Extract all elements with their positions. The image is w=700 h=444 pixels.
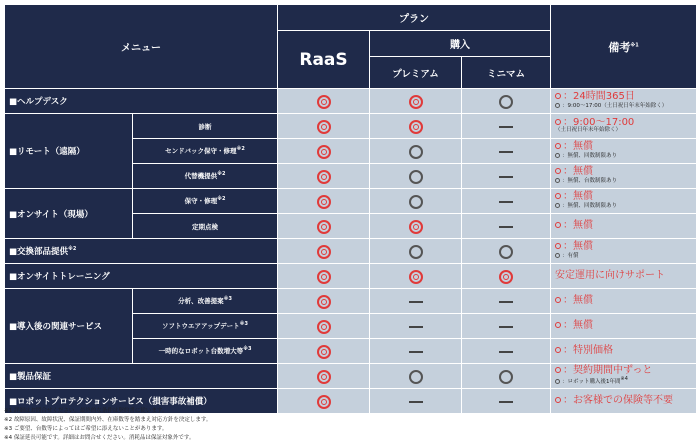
- double-circle-icon: [317, 320, 331, 334]
- dash-icon: [409, 351, 423, 353]
- footnote-1: ※1 詳細はお問合せください。最終的な条件は契約書に従います。: [4, 408, 168, 414]
- circle-icon: [555, 253, 560, 258]
- circle-icon: [555, 178, 560, 183]
- remarks-cell: ：特別価格: [551, 339, 697, 364]
- circle-icon: [555, 103, 560, 108]
- dash-icon: [409, 301, 423, 303]
- sub-temporary: 一時的なロボット台数増大等$^{※3}$: [133, 339, 278, 364]
- double-circle-icon: [317, 295, 331, 309]
- double-circle-icon: [555, 367, 561, 373]
- double-circle-icon: [499, 270, 513, 284]
- dash-icon: [499, 351, 513, 353]
- sub-maintenance: 保守・修理$^{※2}$: [133, 189, 278, 214]
- sub-sendback: センドバック保守・修理$^{※2}$: [133, 139, 278, 164]
- table-row: [5, 289, 697, 314]
- menu-header: メニュー: [5, 5, 278, 89]
- minimum-header: ミニマム: [462, 57, 551, 89]
- double-circle-icon: [317, 95, 331, 109]
- double-circle-icon: [555, 297, 561, 303]
- remarks-cell: ：9:00～17:00 （土日祝日年末年始除く）: [551, 114, 697, 139]
- remarks-cell: ：無償 ：有償: [551, 239, 697, 264]
- dash-icon: [499, 151, 513, 153]
- double-circle-icon: [555, 193, 561, 199]
- circle-icon: [555, 153, 560, 158]
- circle-icon: [409, 195, 423, 209]
- dash-icon: [499, 126, 513, 128]
- double-circle-icon: [317, 345, 331, 359]
- remarks-cell: ：無償 ：無償、台数制限あり: [551, 164, 697, 189]
- plan-header: プラン: [278, 5, 551, 31]
- remarks-header: 備考$^{※1}$: [551, 5, 697, 89]
- double-circle-icon: [317, 395, 331, 409]
- circle-icon: [409, 170, 423, 184]
- dash-icon: [499, 176, 513, 178]
- double-circle-icon: [317, 170, 331, 184]
- table-row: [5, 89, 697, 114]
- category-training: ■オンサイトトレーニング: [5, 264, 278, 289]
- remarks-cell: ：無償 ：無償、回数制限あり: [551, 139, 697, 164]
- remarks-cell: ：無償: [551, 214, 697, 239]
- raas-header: RaaS: [278, 31, 370, 89]
- circle-icon: [499, 245, 513, 259]
- double-circle-icon: [317, 370, 331, 384]
- double-circle-icon: [317, 220, 331, 234]
- remarks-cell: ：契約期間中ずっと ：ロボット購入後1年間$^{※4}$: [551, 364, 697, 389]
- table-row: [5, 264, 697, 289]
- dash-icon: [409, 326, 423, 328]
- table-row: [5, 239, 697, 264]
- double-circle-icon: [409, 220, 423, 234]
- dash-icon: [499, 201, 513, 203]
- footnote-2: ※2 故障原因、故障状況、保証期間内外、在庫数等を踏まえ対応方針を決定します。: [4, 417, 212, 423]
- remarks-cell: 安定運用に向けサポート: [551, 264, 697, 289]
- double-circle-icon: [555, 222, 561, 228]
- double-circle-icon: [317, 245, 331, 259]
- remarks-cell: ：お客様での保険等不要: [551, 389, 697, 414]
- double-circle-icon: [555, 143, 561, 149]
- table-row: [5, 189, 697, 214]
- dash-icon: [499, 401, 513, 403]
- remarks-cell: ：無償 ：無償、回数制限あり: [551, 189, 697, 214]
- category-helpdesk: ■ヘルプデスク: [5, 89, 278, 114]
- double-circle-icon: [555, 322, 561, 328]
- double-circle-icon: [409, 270, 423, 284]
- category-protection: ■ロボットプロテクションサービス（損害事故補償）: [5, 389, 278, 414]
- double-circle-icon: [317, 270, 331, 284]
- double-circle-icon: [555, 397, 561, 403]
- sub-analysis: 分析、改善提案$^{※3}$: [133, 289, 278, 314]
- footnote-4: ※4 保証延長可能です。詳細はお問合せください。消耗品は保証対象外です。: [4, 435, 195, 441]
- category-warranty: ■製品保証: [5, 364, 278, 389]
- circle-icon: [409, 245, 423, 259]
- circle-icon: [499, 95, 513, 109]
- double-circle-icon: [555, 168, 561, 174]
- dash-icon: [409, 401, 423, 403]
- circle-icon: [409, 145, 423, 159]
- premium-header: プレミアム: [370, 57, 462, 89]
- category-after-services: ■導入後の関連サービス: [5, 289, 133, 364]
- plan-comparison-table: [4, 4, 697, 414]
- footnote-3: ※3 ご要望、台数等によってはご希望に添えないことがあります。: [4, 426, 168, 432]
- purchase-header: 購入: [370, 31, 551, 57]
- sub-diagnosis: 診断: [133, 114, 278, 139]
- table-row: [5, 114, 697, 139]
- category-onsite: ■オンサイト（現場）: [5, 189, 133, 239]
- dash-icon: [499, 226, 513, 228]
- category-remote: ■リモート（遠隔）: [5, 114, 133, 189]
- remarks-cell: ：無償: [551, 289, 697, 314]
- table-row: [5, 364, 697, 389]
- double-circle-icon: [317, 120, 331, 134]
- double-circle-icon: [555, 93, 561, 99]
- double-circle-icon: [317, 145, 331, 159]
- double-circle-icon: [409, 95, 423, 109]
- circle-icon: [409, 370, 423, 384]
- double-circle-icon: [317, 195, 331, 209]
- double-circle-icon: [555, 119, 561, 125]
- sub-substitute: 代替機提供$^{※2}$: [133, 164, 278, 189]
- double-circle-icon: [555, 243, 561, 249]
- remarks-cell: ：無償: [551, 314, 697, 339]
- circle-icon: [555, 203, 560, 208]
- circle-icon: [499, 370, 513, 384]
- double-circle-icon: [409, 120, 423, 134]
- double-circle-icon: [555, 347, 561, 353]
- remarks-cell: ：24時間365日 ：9:00～17:00（土日祝日年末年始除く）: [551, 89, 697, 114]
- dash-icon: [499, 301, 513, 303]
- sub-software: ソフトウエアアップデート$^{※3}$: [133, 314, 278, 339]
- category-parts: ■交換部品提供$^{※2}$: [5, 239, 278, 264]
- sub-inspection: 定期点検: [133, 214, 278, 239]
- dash-icon: [499, 326, 513, 328]
- circle-icon: [555, 379, 560, 384]
